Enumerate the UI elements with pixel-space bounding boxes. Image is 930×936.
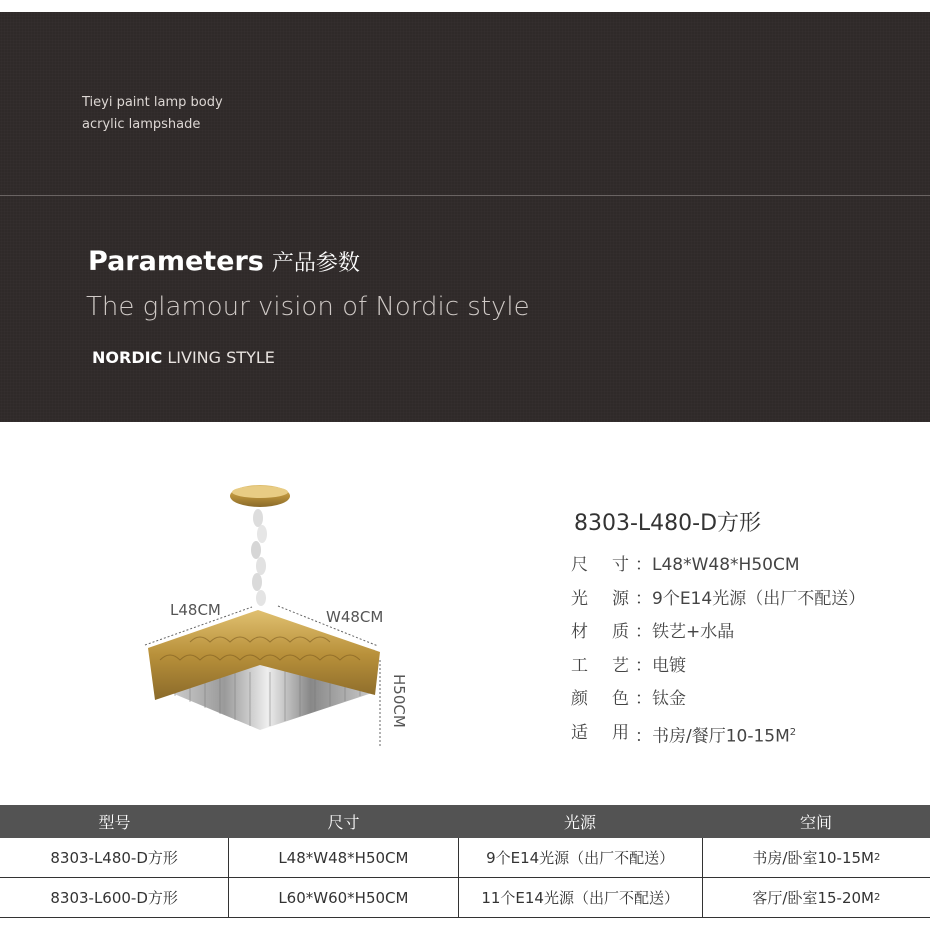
header-space: 空间	[799, 813, 832, 832]
model-table	[0, 805, 930, 918]
cell-model: 8303-L480-D方形	[0, 838, 229, 877]
cell-space-text: 客厅/卧室15-20M	[752, 889, 874, 907]
spec-key	[571, 586, 629, 620]
parameters-heading-en: Parameters	[88, 246, 264, 277]
table-row	[0, 878, 930, 918]
spec-value: ：铁艺+水晶	[635, 622, 735, 643]
spec-row-size	[571, 552, 865, 586]
style-tag	[92, 348, 275, 367]
dimension-height-text: H50CM	[390, 674, 408, 728]
cell-light: 11个E14光源（出厂不配送）	[459, 878, 703, 917]
style-tag-rest: LIVING STYLE	[162, 348, 275, 367]
spec-key-char: 尺	[571, 555, 588, 575]
cell-space-sup: 2	[873, 852, 881, 863]
slogan: The glamour vision of Nordic style	[86, 292, 530, 322]
header-model: 型号	[98, 813, 131, 832]
parameters-heading-cn: 产品参数	[271, 251, 360, 276]
model-title: 8303-L480-D方形	[574, 511, 762, 536]
spec-value: ：9个E14光源（出厂不配送）	[635, 588, 866, 609]
chandelier-image	[130, 470, 430, 770]
cell-space-text: 书房/卧室10-15M	[752, 849, 874, 867]
spec-value-text: 铁艺+水晶	[652, 622, 735, 643]
spec-row-light	[571, 586, 865, 620]
spec-list	[571, 552, 865, 754]
spec-value-text: 9个E14光源（出厂不配送）	[652, 588, 866, 609]
cell-size: L60*W60*H50CM	[229, 878, 458, 917]
spec-value: ：书房/餐厅$10-15M^2$	[635, 726, 797, 747]
cell-size: L48*W48*H50CM	[229, 838, 458, 877]
parameters-heading	[88, 246, 360, 277]
spec-row-material	[571, 619, 865, 653]
spec-key-char: 适	[571, 722, 588, 743]
cell-light: 9个E14光源（出厂不配送）	[459, 838, 703, 877]
table-header	[0, 805, 930, 838]
dimension-length-label: L48CM	[170, 601, 221, 619]
spec-key-char: 寸	[612, 555, 629, 575]
spec-key	[571, 686, 629, 720]
spec-key	[571, 619, 629, 653]
spec-key	[571, 552, 629, 586]
spec-value-text: L48*W48*H50CM	[652, 555, 800, 575]
style-tag-bold: NORDIC	[92, 348, 163, 367]
crystal-chain	[251, 509, 267, 606]
hero-divider	[0, 195, 930, 196]
spec-value-text: 电镀	[652, 655, 686, 676]
spec-value: ：电镀	[635, 655, 686, 676]
spec-value: ：钛金	[635, 689, 686, 710]
header-size: 尺寸	[327, 813, 360, 832]
table-row	[0, 838, 930, 878]
cell-model: 8303-L600-D方形	[0, 878, 229, 917]
dimension-width-label: W48CM	[326, 608, 384, 626]
spec-value-text: 钛金	[652, 689, 686, 710]
spec-value-text: 书房/餐厅10-15M	[652, 726, 790, 747]
spec-key	[571, 720, 629, 754]
canopy-top	[232, 486, 288, 498]
spec-value-sup: 2	[789, 726, 797, 738]
spec-key-char: 光	[571, 588, 588, 609]
spec-key-char: 颜	[571, 689, 588, 710]
dimension-height-label	[366, 674, 408, 728]
cell-space-sup: 2	[873, 892, 881, 903]
spec-key-char: 源	[612, 588, 629, 609]
spec-row-usage	[571, 720, 865, 754]
spec-key-char: 色	[612, 689, 629, 710]
hero-banner	[0, 12, 930, 422]
material-description	[82, 92, 223, 136]
spec-key-char: 用	[612, 722, 629, 743]
spec-key-char: 艺	[612, 655, 629, 676]
header-light: 光源	[563, 813, 596, 832]
spec-value: ：L48*W48*H50CM	[635, 555, 800, 575]
spec-key	[571, 653, 629, 687]
cell-space	[703, 878, 930, 917]
cell-space	[703, 838, 930, 877]
spec-row-color	[571, 686, 865, 720]
spec-key-char: 质	[612, 622, 629, 643]
spec-key-char: 材	[571, 622, 588, 643]
material-line: Tieyi paint lamp body	[82, 95, 223, 110]
material-line: acrylic lampshade	[82, 117, 201, 132]
spec-key-char: 工	[571, 655, 588, 676]
spec-row-craft	[571, 653, 865, 687]
